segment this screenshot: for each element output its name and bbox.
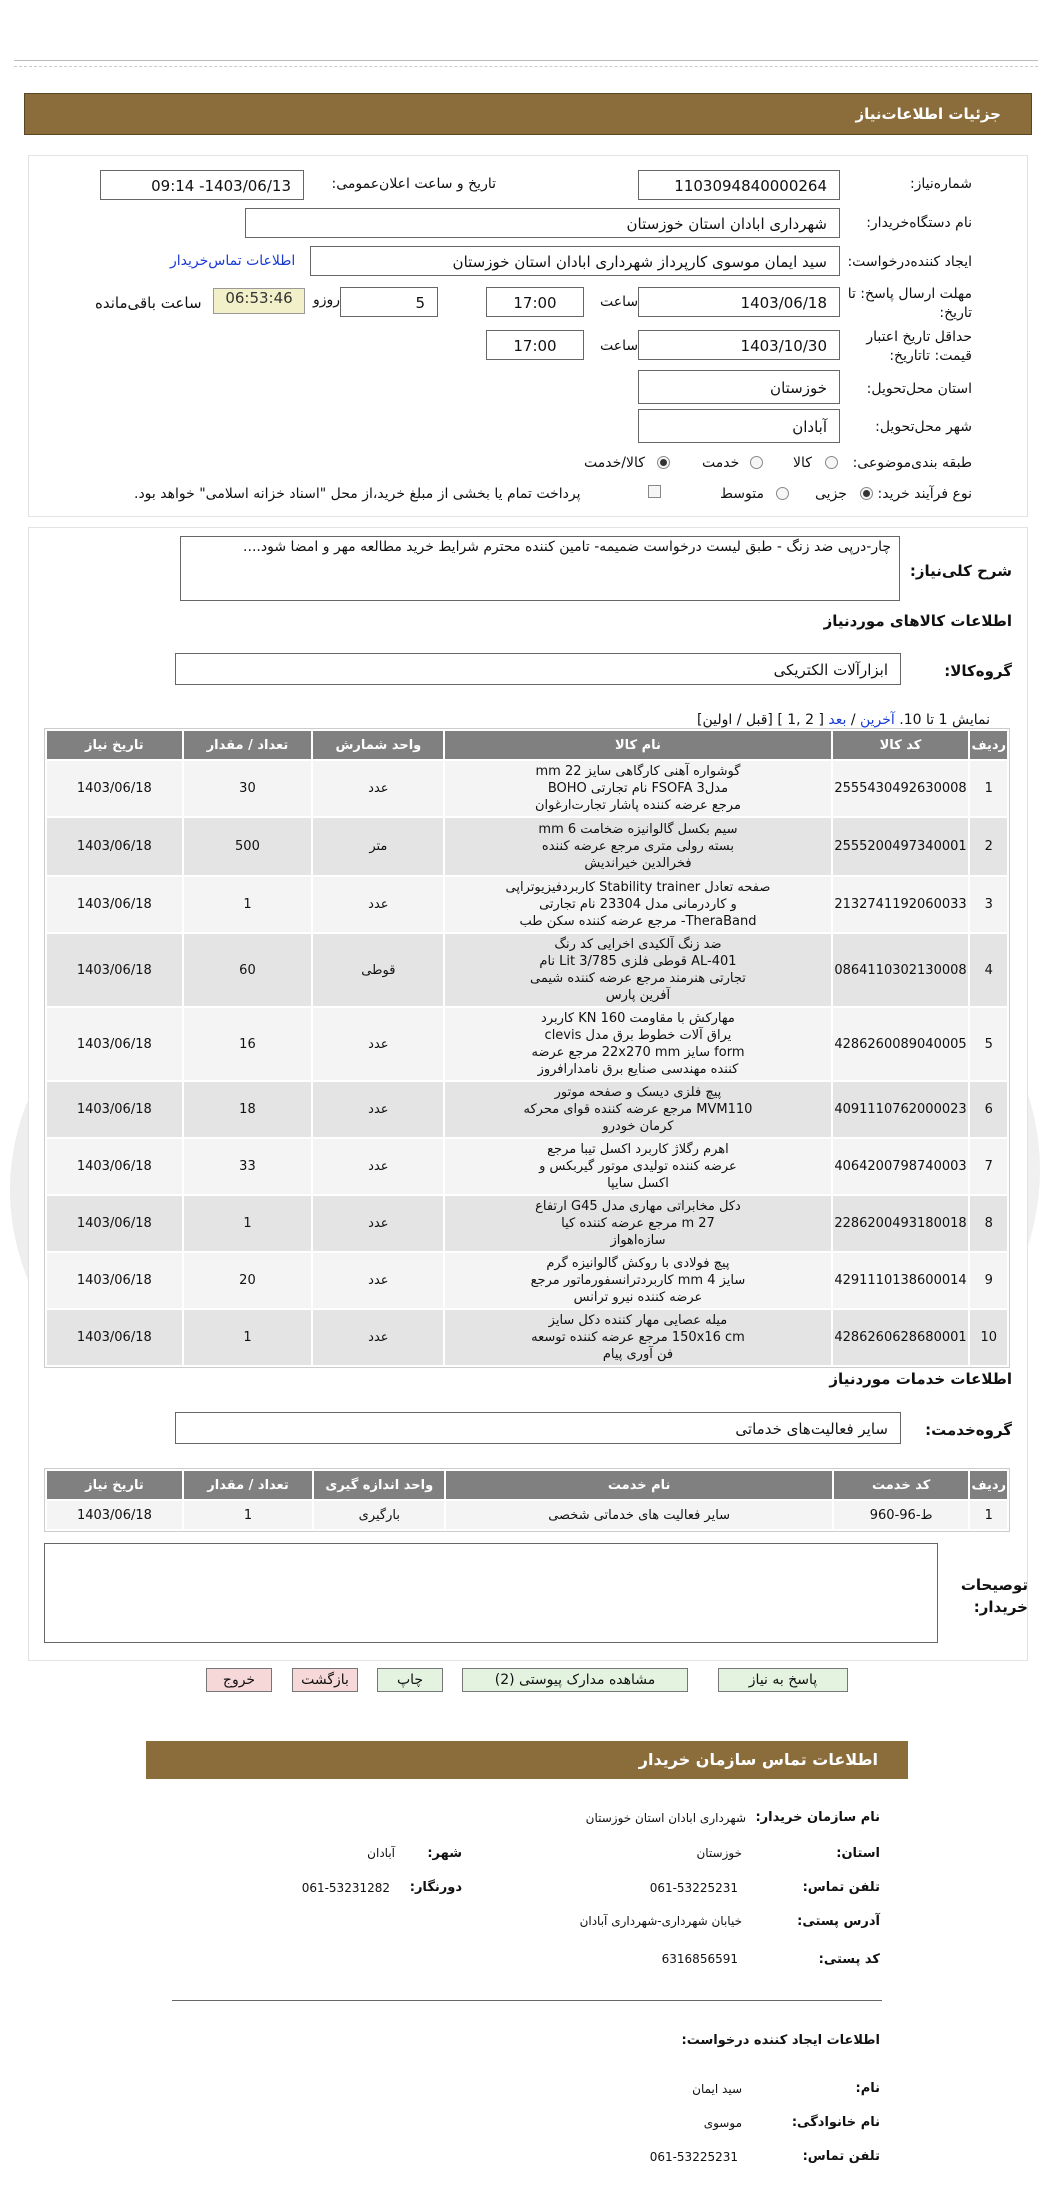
item-name-line: صفحه تعادل Stability trainer کاربردفیزیوتراپی [505,880,771,895]
item-name-line: سیم بکسل گالوانیزه ضخامت 6 mm [538,822,738,837]
item-name-line: بسته رولی متری مرجع عرضه کننده [541,839,734,854]
cell-date: 1403/06/18 [47,1082,182,1137]
validity-time-field: 17:00 [486,330,584,360]
goods-group-field: ابزارآلات الکتریکی [175,653,901,685]
col-index: ردیف [970,731,1007,759]
pagination-sep1: / [850,712,856,728]
creator-phone-value: 061-53225231 [649,2150,738,2164]
announce-label: تاریخ و ساعت اعلان‌عمومی: [331,176,496,192]
page-header [24,93,1032,135]
validity-label: حداقل تاریخ اعتبار قیمت: تاتاریخ: [866,329,972,364]
need-number-label: شماره‌نیاز: [909,176,972,192]
item-name-line: 150x16 cm مرجع عرضه کننده توسعه [531,1330,745,1345]
cell-name [445,934,830,1006]
table-row [47,1008,1007,1080]
announce-field: 1403/06/13- 09:14 [100,170,304,200]
item-name-line: تجارتی هنرمند مرجع عرضه کننده شیمی [530,971,746,986]
item-name-line: MVM110 مرجع عرضه کننده قوای محرکه [523,1102,753,1117]
item-name-line: 27 m مرجع عرضه کننده کیا [561,1216,715,1231]
cell-index: 6 [970,1082,1007,1137]
contact-header [146,1741,908,1779]
pagination-first[interactable]: اولین] [697,712,733,728]
item-name-line: مرجع عرضه کننده پاشار تجارت‌ارغوان [534,798,741,813]
svc-col-date: تاریخ نیاز [47,1471,182,1499]
table-row [47,1501,1007,1529]
contact-divider [172,2000,882,2001]
services-table-header [47,1471,1007,1499]
buyer-org-label: نام دستگاه‌خریدار: [866,215,972,231]
col-code: کد کالا [833,731,969,759]
deadline-days-field: 5 [340,287,438,317]
svc-col-name: نام خدمت [446,1471,831,1499]
contact-org-value: شهرداری ابادان استان خوزستان [585,1811,746,1825]
remaining-label: ساعت باقی‌مانده [95,294,202,312]
cell-code: 4286260089040005 [833,1008,969,1080]
svc-col-code: کد خدمت [834,1471,969,1499]
item-name-line: مدلFSOFA 3 نام تجارتی BOHO [547,781,729,796]
cell-qty: 60 [184,934,312,1006]
category-goods-radio[interactable] [825,456,838,469]
category-service-label: خدمت [702,455,740,471]
cell-name [445,1196,830,1251]
item-name-line: گوشواره آهنی کارگاهی سایز 22 mm [535,764,741,779]
cell-index: 7 [970,1139,1007,1194]
cell-name [445,1310,830,1365]
contact-city-value: آبادان [367,1846,395,1860]
cell-qty: 1 [184,877,312,932]
table-row [47,877,1007,932]
cell-unit: عدد [313,1082,443,1137]
contact-phone-label: تلفن تماس: [802,1880,880,1895]
services-group-label: گروه‌خدمت: [925,1421,1012,1439]
cell-qty: 1 [184,1310,312,1365]
purchase-type-label: نوع فرآیند خرید: [877,486,972,502]
item-name-line: سازه‌اهواز [610,1233,666,1248]
table-row [47,1310,1007,1365]
goods-table [44,728,1010,1368]
cell-index: 4 [970,934,1007,1006]
item-name-line: TheraBand- مرجع عرضه کننده سکن طب [519,914,757,929]
attachments-button[interactable]: مشاهده مدارک پیوستی (2) [462,1668,688,1692]
item-name-line: پیچ فلزی دیسک و صفحه موتور [554,1085,722,1100]
exit-button[interactable]: خروج [206,1668,272,1692]
pagination-prev[interactable]: [قبل [745,712,773,728]
top-divider-dashed [14,66,1038,67]
requester-field: سید ایمان موسوی کارپرداز شهرداری ابادان استان خوزستان [310,246,840,276]
cell-date: 1403/06/18 [47,1253,182,1308]
services-section-title: اطلاعات خدمات موردنیاز [829,1370,1012,1388]
cell-code: 2555200497340001 [833,818,969,875]
contact-fax-label: دورنگار: [409,1880,462,1895]
contact-postal-value: 6316856591 [661,1952,738,1966]
item-name-line: و کاردرمانی مدل 23304 نام تجارتی [539,897,737,912]
cell-unit: عدد [313,1196,443,1251]
services-table [44,1468,1010,1532]
cell-unit: عدد [313,1253,443,1308]
remaining-timer: 06:53:46 [213,288,305,314]
svc-col-unit: واحد اندازه گیری [314,1471,444,1499]
pagination-pages[interactable]: [ 2 ,1 ] [777,712,824,728]
svc-cell-name: سایر فعالیت های خدماتی شخصی [446,1501,831,1529]
svc-cell-date: 1403/06/18 [47,1501,182,1529]
cell-unit: عدد [313,761,443,816]
cell-code: 4286260628680001 [833,1310,969,1365]
cell-code: 2555430492630008 [833,761,969,816]
contact-city-label: شهر: [427,1846,462,1861]
svc-col-qty: تعداد / مقدار [184,1471,312,1499]
print-button[interactable]: چاپ [377,1668,443,1692]
category-service-radio[interactable] [750,456,763,469]
cell-qty: 500 [184,818,312,875]
item-name-line: مهارکش با مقاومت 160 KN کاربرد [541,1011,735,1026]
deadline-label: مهلت ارسال پاسخ: تا تاریخ: [847,286,972,321]
table-row [47,934,1007,1006]
buyer-notes-label: توصیحات خریدار: [960,1576,1028,1616]
cell-index: 10 [970,1310,1007,1365]
cell-unit: متر [313,818,443,875]
requester-label: ایجاد کننده‌درخواست: [847,254,972,270]
goods-section-title: اطلاعات کالاهای موردنیاز [823,612,1012,630]
item-name-line: ضد زنگ آلکیدی اخرایی کد رنگ [554,937,722,952]
deadline-days-label: روزو [313,292,341,308]
cell-code: 4064200798740003 [833,1139,969,1194]
contact-org-label: نام سازمان خریدار: [755,1810,880,1825]
contact-province-label: استان: [836,1846,880,1861]
buyer-notes-field [44,1543,938,1643]
purchase-minor-radio[interactable] [860,487,873,500]
cell-qty: 30 [184,761,312,816]
province-label: استان محل‌تحویل: [866,381,972,397]
cell-name [445,1253,830,1308]
col-name: نام کالا [445,731,830,759]
deadline-date-field: 1403/06/18 [638,287,840,317]
creator-family-label: نام خانوادگی: [791,2115,880,2130]
cell-date: 1403/06/18 [47,1008,182,1080]
cell-name [445,877,830,932]
creator-family-value: موسوی [703,2116,742,2130]
contact-postal-label: کد پستی: [818,1952,880,1967]
item-name-line: یراق آلات خطوط برق مدل clevis [544,1028,732,1043]
cell-code: 2286200493180018 [833,1196,969,1251]
cell-unit: عدد [313,1139,443,1194]
services-group-field: سایر فعالیت‌های خدماتی [175,1412,901,1444]
cell-date: 1403/06/18 [47,1139,182,1194]
table-row [47,1139,1007,1194]
contact-title: اطلاعات تماس سازمان خریدار [638,1750,878,1769]
reply-button[interactable]: پاسخ به نیاز [718,1668,848,1692]
back-button[interactable]: بازگشت [292,1668,358,1692]
validity-date-field: 1403/10/30 [638,330,840,360]
cell-qty: 16 [184,1008,312,1080]
contact-address-value: خیابان شهرداری-شهرداری آبادان [579,1914,742,1928]
cell-name [445,1139,830,1194]
category-goods-service-radio[interactable] [657,456,670,469]
cell-date: 1403/06/18 [47,877,182,932]
svc-cell-unit: بارگیری [314,1501,444,1529]
cell-index: 5 [970,1008,1007,1080]
validity-time-label: ساعت [600,338,639,354]
cell-date: 1403/06/18 [47,761,182,816]
cell-code: 0864110302130008 [833,934,969,1006]
item-name-line: آفرین پارس [605,988,671,1003]
item-name-line: فخرالدین خیراندیش [584,856,692,871]
description-field: چار-درپی ضد زنگ - طبق لیست درخواست ضمیمه- تامین کننده محترم شرایط خرید مطالعه مهر و امضا شود.... [180,536,900,601]
cell-date: 1403/06/18 [47,934,182,1006]
table-row [47,1253,1007,1308]
table-row [47,1196,1007,1251]
treasury-checkbox[interactable] [648,485,661,498]
pagination-last[interactable]: آخرین [860,712,895,728]
pagination-next[interactable]: بعد [828,712,847,728]
cell-date: 1403/06/18 [47,1196,182,1251]
item-name-line: اهرم رگلاژ کاربرد اکسل تیبا مرجع [547,1142,729,1157]
city-field: آبادان [638,409,840,443]
need-number-field: 1103094840000264 [638,170,840,200]
top-divider [14,60,1038,61]
category-goods-label: کالا [793,455,812,471]
svc-cell-idx: 1 [970,1501,1007,1529]
cell-unit: عدد [313,877,443,932]
cell-name [445,1008,830,1080]
creator-title: اطلاعات ایجاد کننده درخواست: [681,2033,880,2048]
pagination [697,712,990,728]
item-name-line: پیچ فولادی با روکش گالوانیزه گرم [546,1256,730,1271]
svc-col-index: ردیف [970,1471,1007,1499]
deadline-time-field: 17:00 [486,287,584,317]
cell-index: 8 [970,1196,1007,1251]
item-name-line: عرضه کننده نیرو ترانس [573,1290,703,1305]
item-name-line: AL-401 قوطی فلزی 3/785 Lit نام [539,954,737,969]
table-row [47,1082,1007,1137]
contact-fax-value: 061-53231282 [301,1881,390,1895]
purchase-minor-label: جزیی [815,486,847,502]
creator-phone-label: تلفن تماس: [802,2149,880,2164]
item-name-line: کننده مهندسی صنایع برق نامدارافروز [537,1062,739,1077]
buyer-contact-link[interactable]: اطلاعات تماس‌خریدار [170,253,296,269]
table-row [47,818,1007,875]
category-goods-service-label: کالا/خدمت [584,455,645,471]
goods-group-label: گروه‌کالا: [944,662,1012,680]
item-name-line: کرمان خودرو [602,1119,674,1134]
cell-date: 1403/06/18 [47,818,182,875]
pagination-sep2: / [736,712,742,728]
cell-code: 2132741192060033 [833,877,969,932]
item-name-line: سایز 4 mm کاربردترانسفورماتور مرجع [530,1273,746,1288]
purchase-medium-radio[interactable] [776,487,789,500]
svc-cell-qty: 1 [184,1501,312,1529]
city-label: شهر محل‌تحویل: [875,419,972,435]
cell-unit: عدد [313,1310,443,1365]
purchase-medium-label: متوسط [720,486,764,502]
item-name-line: دکل مخابراتی مهاری مدل G45 ارتفاع [535,1199,741,1214]
creator-name-value: سید ایمان [692,2082,742,2096]
deadline-time-label: ساعت [600,294,639,310]
cell-index: 2 [970,818,1007,875]
cell-index: 1 [970,761,1007,816]
cell-date: 1403/06/18 [47,1310,182,1365]
province-field: خوزستان [638,370,840,404]
creator-name-label: نام: [855,2081,880,2096]
item-name-line: فن آوری پیام [602,1347,674,1362]
cell-unit: عدد [313,1008,443,1080]
page-title: جزئیات اطلاعات‌نیاز [855,105,1001,123]
category-label: طبقه بندی‌موضوعی: [852,455,972,471]
cell-name [445,1082,830,1137]
table-row [47,761,1007,816]
col-qty: تعداد / مقدار [184,731,312,759]
item-name-line: form سایز 22x270 mm مرجع عرضه [531,1045,745,1060]
cell-index: 3 [970,877,1007,932]
buyer-org-field: شهرداری ابادان استان خوزستان [245,208,840,238]
pagination-prefix: نمایش 1 تا 10. [899,712,990,728]
contact-phone-value: 061-53225231 [649,1881,738,1895]
treasury-note: پرداخت تمام یا بخشی از مبلغ خرید،از محل "اسناد خزانه اسلامی" خواهد بود. [134,486,581,502]
cell-index: 9 [970,1253,1007,1308]
contact-address-label: آدرس پستی: [797,1914,880,1929]
goods-table-header [47,731,1007,759]
item-name-line: عرضه کننده تولیدی موتور گیربکس و [539,1159,737,1174]
contact-province-value: خوزستان [696,1846,742,1860]
cell-unit: قوطی [313,934,443,1006]
cell-qty: 18 [184,1082,312,1137]
cell-name [445,818,830,875]
cell-qty: 20 [184,1253,312,1308]
item-name-line: اکسل سایپا [607,1176,669,1191]
cell-qty: 33 [184,1139,312,1194]
cell-qty: 1 [184,1196,312,1251]
col-date: تاریخ نیاز [47,731,182,759]
item-name-line: میله عصایی مهار کننده دکل سایز [548,1313,728,1328]
cell-name [445,761,830,816]
description-label: شرح کلی‌نیاز: [909,562,1012,580]
cell-code: 4091110762000023 [833,1082,969,1137]
svc-cell-code: ط-96-960 [834,1501,969,1529]
cell-code: 4291110138600014 [833,1253,969,1308]
col-unit: واحد شمارش [313,731,443,759]
